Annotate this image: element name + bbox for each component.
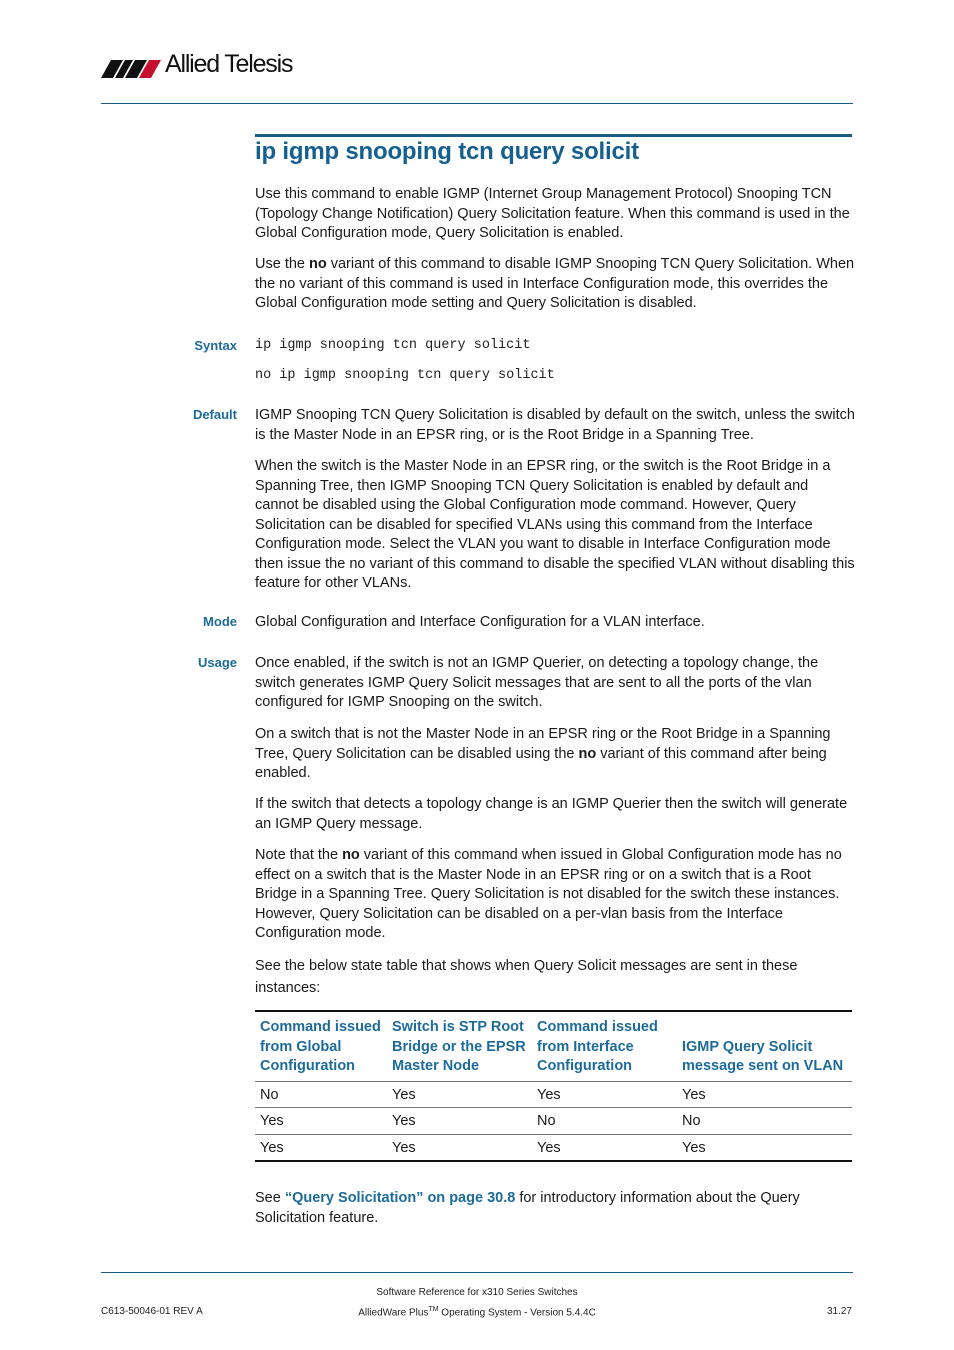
text-run: variant of this command to disable IGMP Snooping TCN Query Solicitation. When the no variant of this command is used in Interface Configuration mode, this overrides the Global Configuration mode setting and Query Solicitation is disabled. xyxy=(255,256,855,311)
usage-paragraph-4 xyxy=(255,846,855,944)
mode-label: Mode xyxy=(203,614,237,629)
table-cell: Yes xyxy=(387,1134,532,1161)
table-header-row xyxy=(255,1011,852,1081)
text-run: variant of this command after being enabled. xyxy=(255,745,827,781)
text-run: for introductory information about the Query Solicitation feature. xyxy=(255,1190,800,1226)
company-logo xyxy=(101,50,301,82)
default-label: Default xyxy=(192,407,237,422)
mode-text: Global Configuration and Interface Configuration for a VLAN interface. xyxy=(255,614,705,630)
page-title: ip igmp snooping tcn query solicit xyxy=(255,138,639,165)
intro-paragraph-1: Use this command to enable IGMP (Internet Group Management Protocol) Snooping TCN (Topology Change Notification) Query Solicitation feature. When this command is used in the Global Configuration mode, Query Solicitation is enabled. xyxy=(255,186,850,241)
footer-rule xyxy=(101,1272,853,1273)
table-cell: Yes xyxy=(532,1134,677,1161)
table-row xyxy=(255,1134,852,1161)
text-run: AlliedWare Plus xyxy=(358,1307,429,1319)
table-cell: Yes xyxy=(387,1081,532,1108)
keyword-no: no xyxy=(578,745,597,762)
text-run: See xyxy=(255,1190,285,1206)
table-cell: Yes xyxy=(255,1108,387,1135)
trademark-mark: TM xyxy=(428,1306,439,1313)
usage-paragraph-5: See the below state table that shows when Query Solicit messages are sent in these instances: xyxy=(255,958,798,996)
column-header: IGMP Query Solicit message sent on VLAN xyxy=(677,1011,852,1081)
usage-label: Usage xyxy=(197,655,237,670)
table-row xyxy=(255,1108,852,1135)
table-cell: Yes xyxy=(255,1134,387,1161)
table-cell: No xyxy=(255,1081,387,1108)
syntax-command: ip igmp snooping tcn query solicit xyxy=(255,338,531,353)
table-cell: Yes xyxy=(387,1108,532,1135)
column-header: Command issued from Global Configuration xyxy=(255,1011,387,1081)
table-cell: Yes xyxy=(677,1081,852,1108)
text-run: variant of this command when issued in Global Configuration mode has no effect on a switch that is the Master Node in an EPSR ring or on a switch that is a Root Bridge in a Spanning Tree. Query Solicitation is not disabled for the switch these instances. However, Query Solicitation can be disabled on a per-vlan basis from the Interface Configuration mode. xyxy=(255,847,842,941)
column-header: Switch is STP Root Bridge or the EPSR Master Node xyxy=(387,1011,532,1081)
intro-paragraph-2 xyxy=(255,255,855,314)
keyword-no: no xyxy=(342,847,360,863)
text-run: Operating System - Version 5.4.4C xyxy=(438,1307,596,1319)
table-cell: Yes xyxy=(677,1134,852,1161)
logo-text: Allied Telesis xyxy=(165,50,293,78)
keyword-no: no xyxy=(309,256,327,272)
text-run: Use the xyxy=(255,256,309,272)
see-also-paragraph xyxy=(255,1189,855,1228)
text-run: On a switch that is not the Master Node in an EPSR ring or the Root Bridge in a Spanning Tree, Query Solicitation can be disabled using the xyxy=(255,726,831,762)
default-paragraph-1: IGMP Snooping TCN Query Solicitation is disabled by default on the switch, unless the switch is the Master Node in an EPSR ring, or is the Root Bridge in a Spanning Tree. xyxy=(255,407,855,443)
syntax-no-command: no ip igmp snooping tcn query solicit xyxy=(255,368,555,383)
logo-mark-icon xyxy=(101,56,163,82)
footer-title: Software Reference for x310 Series Switches xyxy=(376,1287,578,1298)
usage-paragraph-3: If the switch that detects a topology change is an IGMP Querier then the switch will generate an IGMP Query message. xyxy=(255,796,848,832)
usage-paragraph-1: Once enabled, if the switch is not an IGMP Querier, on detecting a topology change, the switch generates IGMP Query Solicit messages that are sent to all the ports of the vlan configured for IGMP Snooping on the switch. xyxy=(255,655,819,710)
column-header: Command issued from Interface Configuration xyxy=(532,1011,677,1081)
query-solicitation-link[interactable]: “Query Solicitation” on page 30.8 xyxy=(284,1190,516,1206)
title-rule xyxy=(255,134,852,137)
header-rule xyxy=(101,103,853,104)
document-id: C613-50046-01 REV A xyxy=(101,1306,203,1317)
usage-paragraph-2 xyxy=(255,725,855,784)
text-run: Note that the xyxy=(255,847,343,863)
state-table xyxy=(255,1010,852,1162)
table-row xyxy=(255,1081,852,1108)
page-number: 31.27 xyxy=(826,1306,852,1317)
table-cell: Yes xyxy=(532,1081,677,1108)
default-paragraph-2: When the switch is the Master Node in an EPSR ring, or the switch is the Root Bridge in a Spanning Tree, then IGMP Snooping TCN Query Solicitation is enabled by default and cannot be disabled using the Global Configuration mode command. However, Query Solicitation can be disabled for specified VLANs using this command from the Interface Configuration mode. Select the VLAN you want to disable in Interface Configuration mode then issue the no variant of this command to disable the specified VLAN without disabling this feature for other VLANs. xyxy=(255,458,855,591)
table-cell: No xyxy=(677,1108,852,1135)
syntax-label: Syntax xyxy=(194,338,237,353)
table-cell: No xyxy=(532,1108,677,1135)
